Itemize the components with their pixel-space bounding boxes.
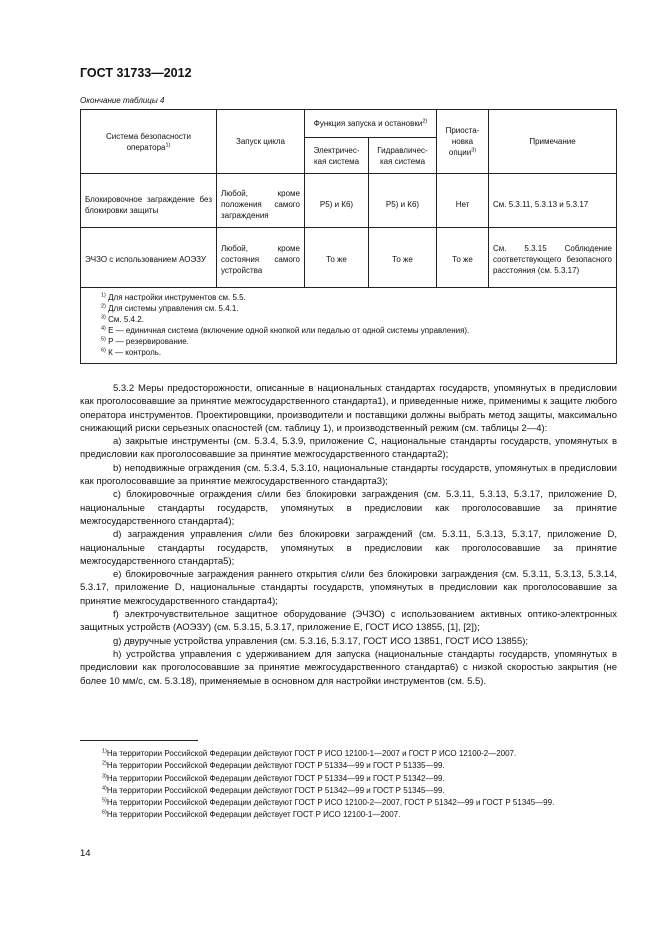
- paragraph: d) заграждения управления с/или без блокировки заграждений (см. 5.3.11, 5.3.13, 5.3.17, приложение D, национальные стандарты государств, упомянутых в предисловии как проголосовавшие за принятие межгосударственного стандарта5);: [80, 529, 617, 567]
- table-note: $^{5)}$ Р — резервирование.: [101, 336, 189, 346]
- cell-stop: То же: [437, 228, 489, 288]
- paragraph: e) блокировочные заграждения раннего открытия с/или без блокировки заграждения (см. 5.3.11, 5.3.13, 5.3.14, 5.3.17, приложение D, национальные стандарты государств, упомянутых в предисловии как проголосовавшие за принятие межгосударственного стандарта4);: [80, 569, 617, 607]
- table-4: [80, 109, 617, 364]
- paragraph: f) электрочувствительное защитное оборудование (ЭЧЗО) с использованием активных оптико-электронных защитных устройств (АОЭЗУ) (см. 5.3.15, 5.3.17, приложение Е, ГОСТ ИСО 13855, [1], [2]);: [80, 609, 617, 634]
- table-note: $^{6)}$ К — контроль.: [101, 347, 162, 357]
- cell-note: См. 5.3.15 Соблюдение соответствующего безопасного расстояния (см. 5.3.17): [489, 228, 617, 288]
- cell-stop: Нет: [437, 174, 489, 228]
- footnote: $^{5)}$На территории Российской Федерации действуют ГОСТ Р ИСО 12100-2—2007, ГОСТ Р 51342—99 и ГОСТ Р 51345—99.: [102, 797, 555, 808]
- cell-hydraulic: То же: [369, 228, 437, 288]
- body-text: [80, 382, 617, 688]
- header-stop: Приоста-новка опции$^{3)}$: [437, 110, 489, 174]
- footnote-divider: [80, 740, 198, 741]
- cell-note: См. 5.3.11, 5.3.13 и 5.3.17: [489, 174, 617, 228]
- page-number: 14: [80, 848, 91, 859]
- paragraph: 5.3.2 Меры предосторожности, описанные в национальных стандартах государств, упомянутых в предисловии как проголосовавшие за принятие межгосударственного стандарта1), и приведенные ниже, применимы к защите любого оператора инструментов. Проектировщики, производители и поставщики должны выбрать метод защиты, максимально снижающий риски серьезных опасностей (см. таблицу 1), и производственный режим (см. таблицы 2—4):: [80, 383, 617, 434]
- footnote: $^{6)}$На территории Российской Федерации действует ГОСТ Р ИСО 12100-1—2007.: [102, 809, 401, 820]
- footnote: $^{2)}$На территории Российской Федерации действуют ГОСТ Р 51334—99 и ГОСТ Р 51335—99.: [102, 760, 445, 771]
- paragraph: a) закрытые инструменты (см. 5.3.4, 5.3.9, приложение С, национальные стандарты государств, упомянутых в предисловии как проголосовавшие за принятие межгосударственного стандарта2);: [80, 436, 617, 461]
- header-hydraulic: Гидравличес-кая система: [369, 138, 437, 174]
- header-function: Функция запуска и остановки$^{2)}$: [305, 110, 437, 138]
- header-electric: Электричес-кая система: [305, 138, 369, 174]
- table-note: $^{3)}$ См. 5.4.2.: [101, 314, 144, 324]
- table-notes: [81, 288, 617, 364]
- header-note: Примечание: [489, 110, 617, 174]
- paragraph: c) блокировочные ограждения с/или без блокировки заграждения (см. 5.3.11, 5.3.13, 5.3.17, приложение D, национальные стандарты государств, упомянутых в предисловии как проголосовавшие за принятие межгосударственного стандарта4);: [80, 489, 617, 527]
- footnotes: [80, 748, 617, 822]
- footnote: $^{4)}$На территории Российской Федерации действуют ГОСТ Р 51342—99 и ГОСТ Р 51345—99.: [102, 785, 445, 795]
- header-start: Запуск цикла: [217, 110, 305, 174]
- header-system: Система безопасности оператора$^{1)}$: [81, 110, 217, 174]
- cell-electric: То же: [305, 228, 369, 288]
- paragraph: g) двуручные устройства управления (см. 5.3.16, 5.3.17, ГОСТ ИСО 13851, ГОСТ ИСО 13855);: [113, 635, 529, 647]
- table-row: [81, 228, 617, 288]
- cell-system: Блокировочное заграждение без блокировки защиты: [81, 174, 217, 228]
- table-caption: Окончание таблицы 4: [80, 96, 165, 105]
- cell-system: ЭЧЗО с использованием АОЭЗУ: [81, 228, 217, 288]
- table-note: $^{1)}$ Для настройки инструментов см. 5.5.: [101, 292, 246, 302]
- cell-electric: Р5) и К6): [305, 174, 369, 228]
- document-title: ГОСТ 31733—2012: [80, 66, 192, 80]
- table-row: [81, 174, 617, 228]
- table-note: $^{4)}$ Е — единичная система (включение одной кнопкой или педалью от одной системы управления).: [101, 325, 470, 335]
- table-note: $^{2)}$ Для системы управления см. 5.4.1.: [101, 303, 239, 313]
- footnote: $^{3)}$На территории Российской Федерации действуют ГОСТ Р 51334—99 и ГОСТ Р 51342—99.: [102, 772, 445, 783]
- cell-start: Любой, кроме состояния самого устройства: [217, 228, 305, 288]
- paragraph: b) неподвижные ограждения (см. 5.3.4, 5.3.10, национальные стандарты государств, упомянутых в предисловии как проголосовавшие за принятие межгосударственного стандарта3);: [80, 462, 617, 488]
- paragraph: h) устройства управления с удерживанием для запуска (национальные стандарты государств, упомянутых в предисловии как проголосовавшие за принятие межгосударственного стандарта6) с низкой скоростью закрытия (не более 10 мм/с, см. 5.3.18), применяемые в основном для настройки инструментов (см. 5.5).: [80, 648, 617, 687]
- footnote: $^{1)}$На территории Российской Федерации действуют ГОСТ Р ИСО 12100-1—2007 и ГОСТ Р ИСО 12100-2—2007.: [102, 748, 517, 758]
- cell-start: Любой, кроме положения самого заграждения: [217, 174, 305, 228]
- cell-hydraulic: Р5) и К6): [369, 174, 437, 228]
